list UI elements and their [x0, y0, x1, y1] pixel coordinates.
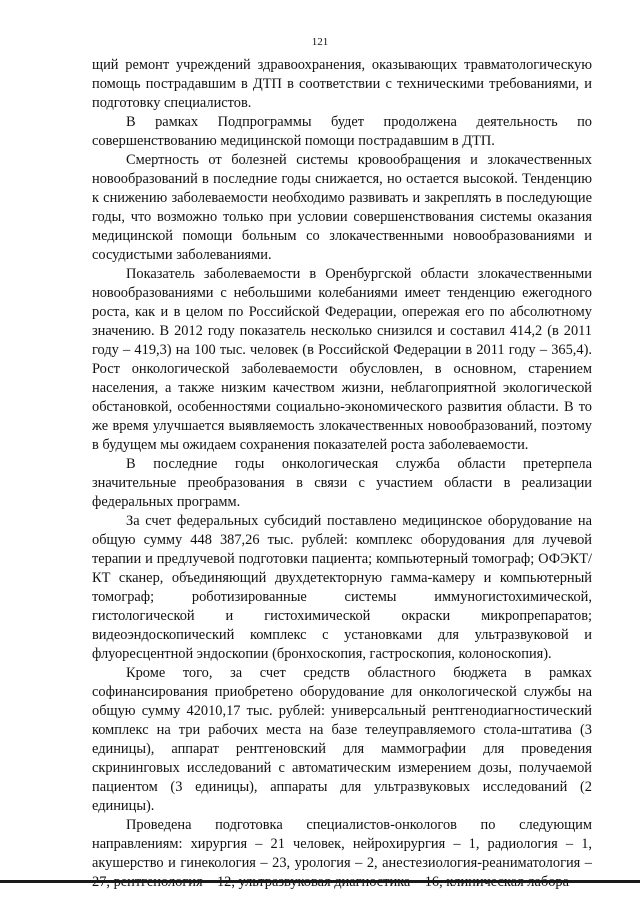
paragraph-specialist-training: Проведена подготовка специалистов-онкологов по следующим направлениям: хирургия – 21 человек, нейрохирургия – 1, радиология – 1, акушерство и гинекология – 23, урология – 2, анестезиология-реаниматология – — [92, 817, 592, 871]
paragraph-cancer-incidence: Показатель заболеваемости в Оренбургской области злокачественными новообразованиями с небольшими колебаниями имеет тенденцию ежегодного роста, как и в целом по Российской Федерации, опережая его по абсолютному значению. В 2012 году показатель несколько снизился и составил 414,2 (в 2011 году – 419,3) на 100 тыс. человек (в Российской Федерации в 2011 году – 365,4). Рост онкологической заболеваемости обусловлен, в основном, старением населения, а также низким качеством жизни, неблагоприятной экологической обстановкой, особенностями социально-экономического развития области. В то же время улучшается выявляемость злокачественных новообразований, поэтому в будущем мы ожидаем сохранения показателей роста заболеваемости. — [92, 266, 592, 453]
paragraph-road-accident-care: В рамках Подпрограммы будет продолжена деятельность по совершенствованию медицинской помощи пострадавшим в ДТП. — [92, 114, 592, 149]
paragraph-mortality: Смертность от болезней системы кровообращения и злокачественных новообразований в последние годы снижается, но остается высокой. Тенденцию к снижению заболеваемости необходимо развивать и закреплять в последующие годы, что возможно только при условии совершенствования системы оказания медицинской помощи больным со злокачественными новообразованиями и сосудистыми заболеваниями. — [92, 152, 592, 263]
paragraph-federal-subsidies: За счет федеральных субсидий поставлено медицинское оборудование на общую сумму 448 387,26 тыс. рублей: комплекс оборудования для лучевой терапии и предлучевой подготовки пациента; компьютерный томограф; ОФЭКТ/КТ сканер, объединяющий двухдетекторную гамма-камеру и компьютерный томограф; роботизированные системы иммуногистохимической, гистологической и гистохимической окраски микропрепаратов; видеоэндоскопический комплекс с установками для ультразвуковой и флуоресцентной эндоскопии (бронхоскопия, гастроскопия, колоноскопия). — [92, 513, 592, 662]
page-number: 121 — [311, 36, 329, 48]
paragraph-regional-budget: Кроме того, за счет средств областного бюджета в рамках софинансирования приобретено оборудование для онкологической службы на общую сумму 42010,17 тыс. рублей: универсальный рентгенодиагностический комплекс на три рабочих места на базе телеуправляемого стола-штатива (3 единицы), аппарат рентгеновский для маммографии для проведения скрининговых исследований с автоматическим измерением дозы, получаемой пациентом (3 единицы), аппараты для ультразвуковых исследований (2 единицы). — [92, 665, 592, 814]
paragraph-oncology-service-changes: В последние годы онкологическая служба области претерпела значительные преобразования в связи с участием области в реализации федеральных программ. — [92, 456, 592, 510]
page-body — [92, 56, 592, 892]
paragraph-equipment-repair-continued: щий ремонт учреждений здравоохранения, оказывающих травматологическую помощь пострадавшим в ДТП в соответствии с техническими требованиями, и подготовку специалистов. — [92, 57, 592, 111]
bottom-edge-line — [0, 880, 640, 883]
